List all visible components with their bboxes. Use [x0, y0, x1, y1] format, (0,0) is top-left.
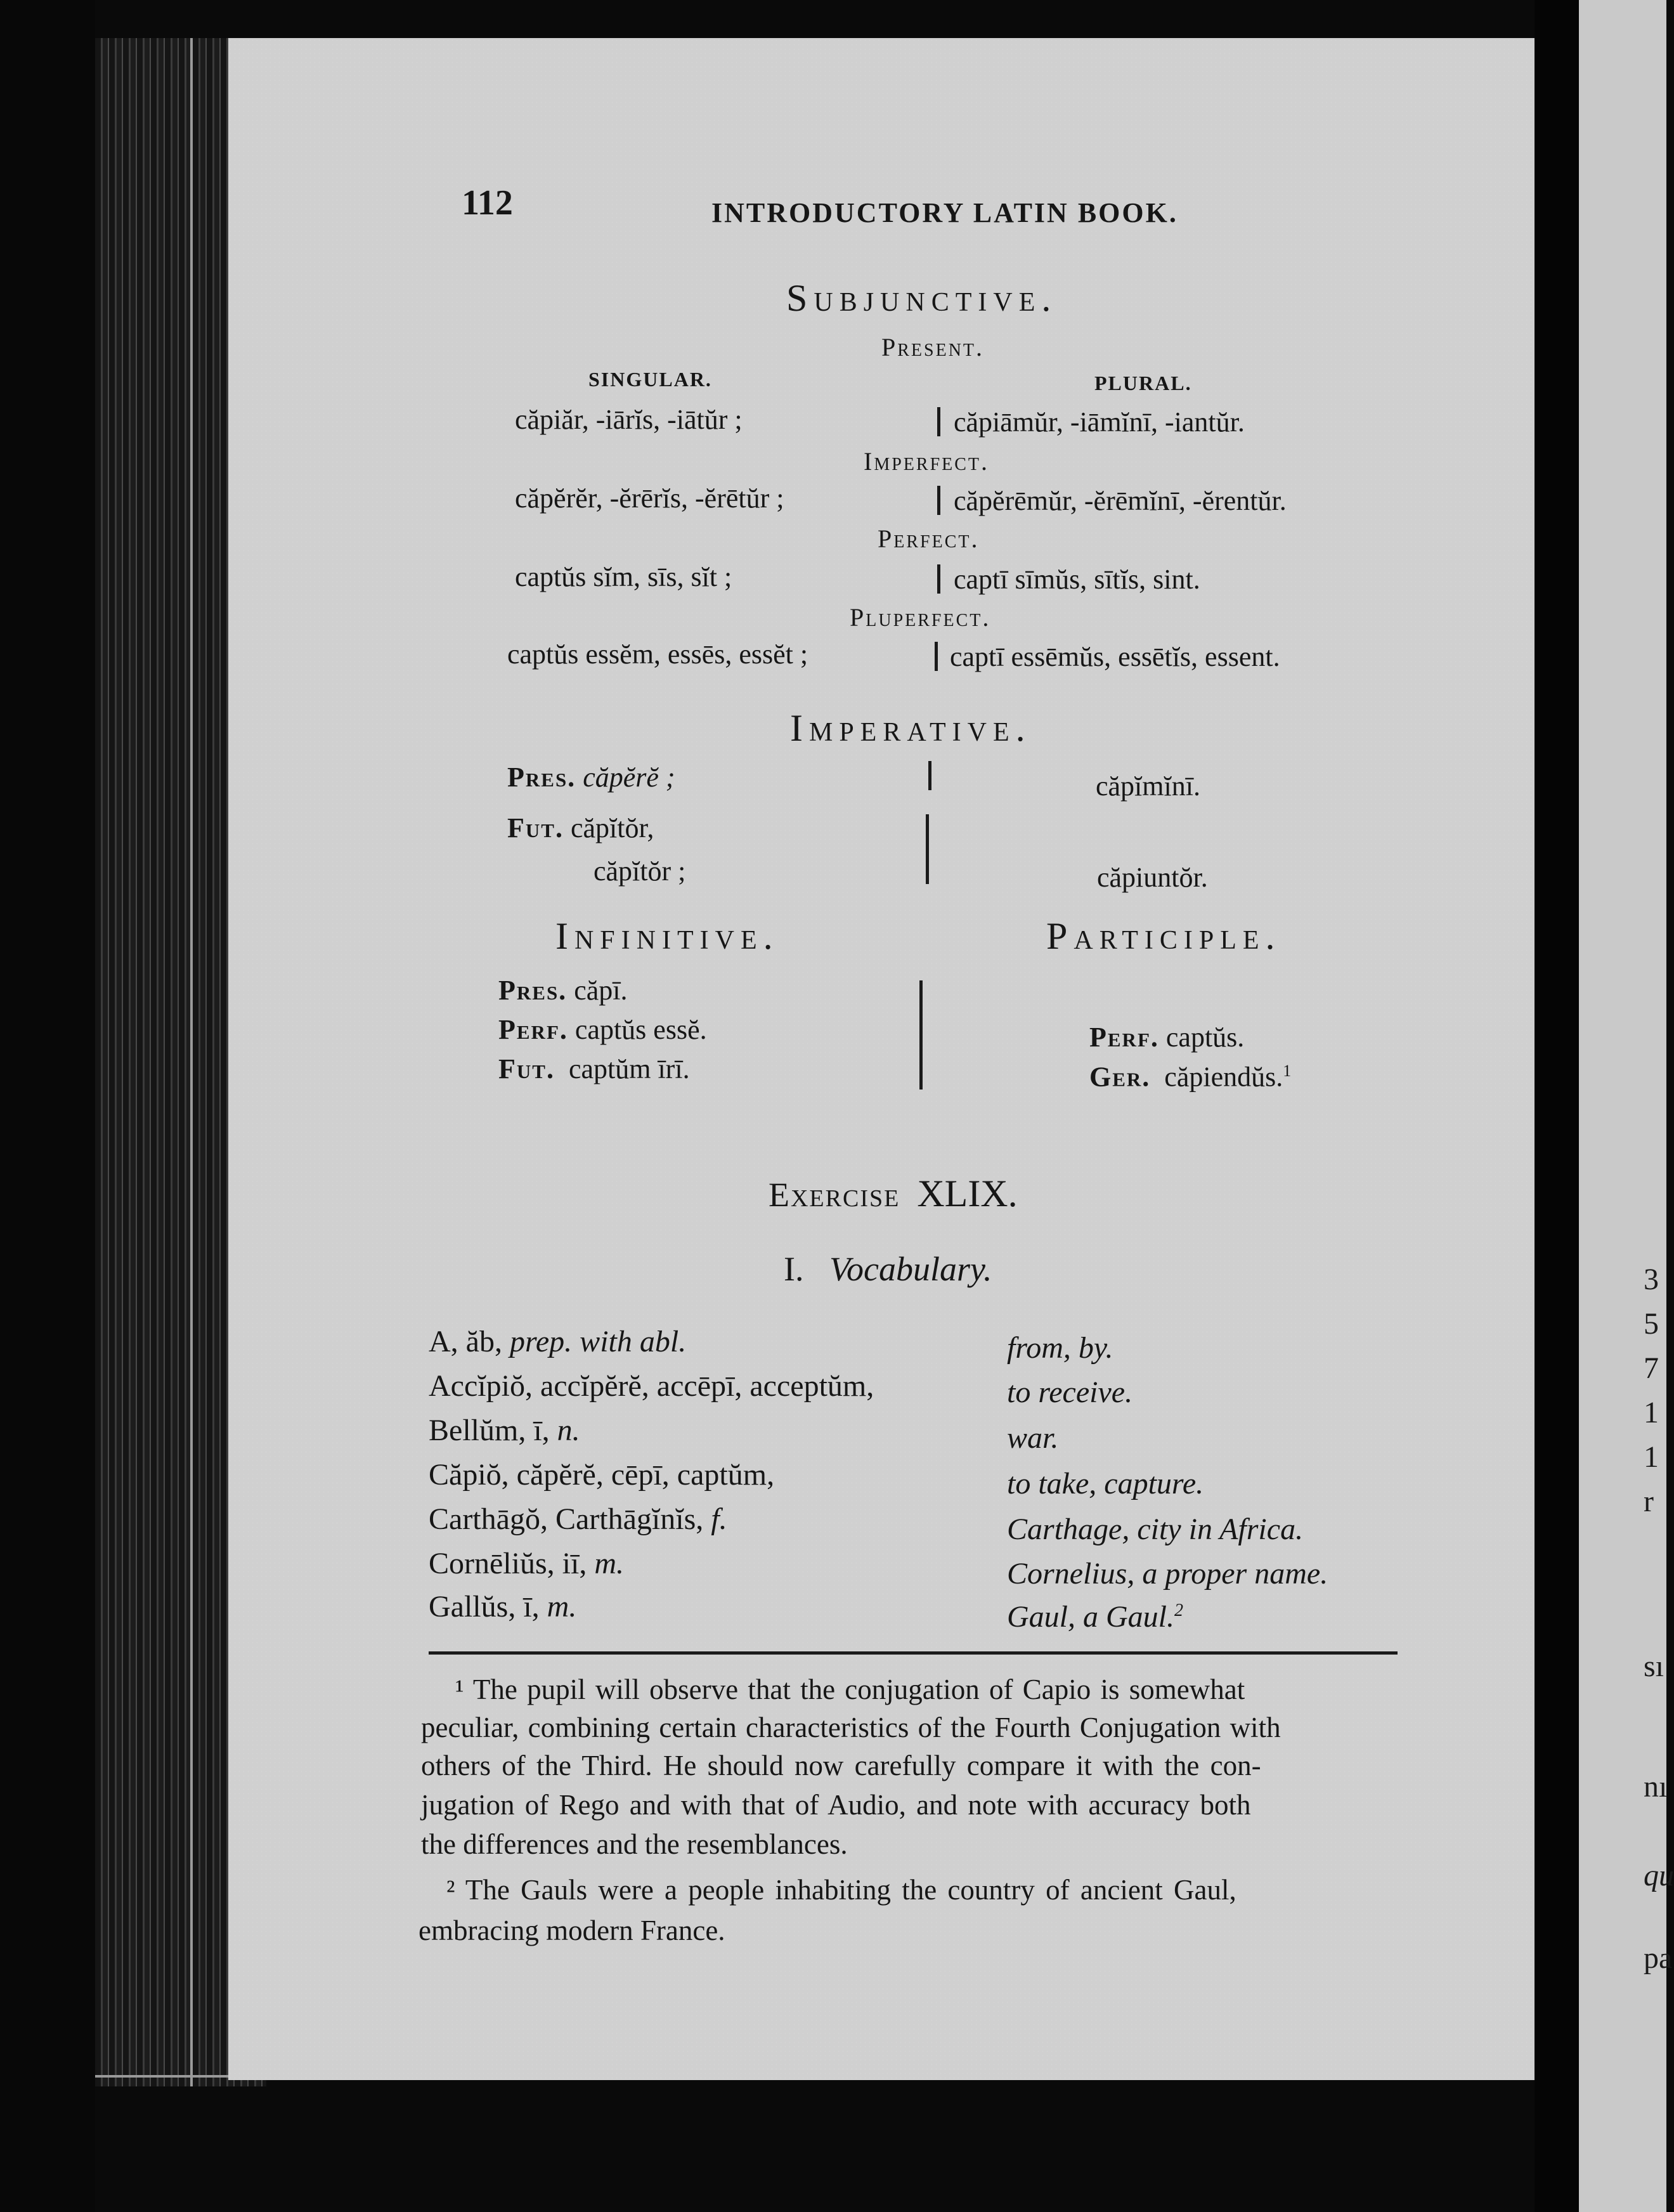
vocab-latin-text: Bellŭm, ī,: [429, 1414, 550, 1447]
exercise-title-word: Exercise: [769, 1176, 900, 1214]
vocab-latin-text: Carthāgŏ, Carthāgĭnĭs,: [429, 1502, 704, 1536]
imperative-future-plural: căpiuntŏr.: [1097, 862, 1208, 893]
infinitive-perfect-form: captŭs essĕ.: [574, 1014, 707, 1045]
footnote-1-line: others of the Third. He should now carefully compare it with the con-: [421, 1750, 1261, 1781]
participle-perfect-label: Perf.: [1089, 1022, 1159, 1053]
subjunctive-imperfect-plural: căpĕrēmŭr, -ĕrēmĭnī, -ĕrentŭr.: [954, 485, 1287, 516]
infinitive-row: [498, 1055, 690, 1083]
participle-row: [1089, 1063, 1291, 1091]
adjacent-fragment: sı: [1644, 1649, 1664, 1683]
infinitive-future-form: captŭm īrī.: [568, 1053, 690, 1084]
vocab-latin-text: A, ăb,: [429, 1325, 502, 1358]
subjunctive-perfect-plural: captī sīmŭs, sītĭs, sint.: [954, 564, 1200, 595]
exercise-heading: [769, 1174, 1018, 1213]
tense-label-pluperfect: Pluperfect.: [850, 603, 991, 632]
adjacent-fragment: 3: [1644, 1263, 1659, 1296]
vocab-english: war.: [1007, 1421, 1059, 1455]
infinitive-future-label: Fut.: [498, 1053, 555, 1084]
vocab-latin: [429, 1549, 624, 1579]
adjacent-fragment: nı: [1644, 1770, 1668, 1804]
imperative-heading: Imperative.: [790, 707, 1032, 749]
imperative-future-singular-2: căpĭtŏr ;: [594, 856, 686, 887]
footnote-marker: 1: [1283, 1062, 1292, 1080]
participle-row: [1089, 1024, 1244, 1051]
vocab-latin-text: Gallŭs, ī,: [429, 1590, 540, 1623]
subjunctive-imperfect-singular: căpĕrĕr, -ĕrērĭs, -ĕrētŭr ;: [515, 483, 784, 514]
column-divider: [937, 407, 940, 436]
vocab-latin: [429, 1327, 686, 1357]
adjacent-fragment: 5: [1644, 1307, 1659, 1341]
page-number: 112: [462, 183, 513, 223]
infinitive-row: [498, 977, 627, 1005]
column-divider: [935, 642, 938, 671]
vocab-latin: [429, 1460, 774, 1490]
section-number: I.: [784, 1250, 804, 1288]
column-divider: [937, 486, 940, 515]
infinitive-present-form: căpī.: [574, 975, 628, 1006]
vocab-english: [1007, 1602, 1183, 1632]
imperative-future-label: Fut.: [507, 812, 564, 843]
vocab-latin-text: Căpiŏ, căpĕrĕ, cēpī, captŭm,: [429, 1458, 775, 1492]
imperative-future-singular-1: căpĭtŏr,: [570, 812, 654, 843]
participle-gerundive-form: căpiendŭs.: [1164, 1061, 1283, 1093]
adjacent-fragment: 7: [1644, 1351, 1659, 1385]
infinitive-heading: Infinitive.: [555, 915, 779, 957]
edge-line: [190, 38, 193, 2086]
vocab-latin: [429, 1504, 727, 1535]
column-divider: [919, 980, 923, 1090]
column-divider: [937, 564, 940, 594]
adjacent-fragment: 1: [1644, 1396, 1659, 1429]
infinitive-present-label: Pres.: [498, 975, 568, 1006]
vocabulary-heading: [784, 1252, 992, 1286]
vocab-latin: [429, 1592, 576, 1622]
participle-heading: Participle.: [1046, 915, 1281, 957]
adjacent-fragment: pa: [1644, 1941, 1673, 1975]
page-gutter: [1534, 0, 1579, 2212]
column-divider: [928, 761, 931, 790]
footnote-marker: 2: [1174, 1601, 1183, 1620]
exercise-number: XLIX.: [917, 1173, 1018, 1214]
vocab-english: Cornelius, a proper name.: [1007, 1557, 1328, 1591]
imperative-present-row: [507, 764, 675, 791]
footnote-1-line: peculiar, combining certain characteristics of the Fourth Conjugation with: [421, 1712, 1281, 1743]
subjunctive-present-singular: căpiăr, -iārĭs, -iātŭr ;: [515, 404, 743, 435]
vocab-grammar: n.: [557, 1414, 580, 1447]
infinitive-row: [498, 1016, 707, 1044]
participle-gerundive-label: Ger.: [1089, 1061, 1151, 1093]
tense-label-present: Present.: [881, 333, 985, 361]
imperative-present-plural: căpĭmĭnī.: [1096, 771, 1200, 802]
subjunctive-pluperfect-plural: captī essēmŭs, essētĭs, essent.: [950, 641, 1280, 672]
footnote-1-line: ¹ The pupil will observe that the conjugation of Capio is somewhat: [455, 1674, 1245, 1705]
vocab-latin-text: Cornēliŭs, iī,: [429, 1547, 587, 1580]
footnote-2-line: ² The Gauls were a people inhabiting the country of ancient Gaul,: [446, 1874, 1236, 1906]
infinitive-perfect-label: Perf.: [498, 1014, 568, 1045]
subjunctive-pluperfect-singular: captŭs essĕm, essēs, essĕt ;: [507, 639, 808, 670]
tense-label-perfect: Perfect.: [878, 524, 980, 553]
vocab-grammar: m.: [594, 1547, 624, 1580]
vocab-grammar: m.: [547, 1590, 577, 1623]
adjacent-fragment: r: [1644, 1485, 1654, 1518]
vocab-latin: [429, 1371, 874, 1402]
vocab-grammar: f.: [711, 1502, 727, 1536]
vocab-english: from, by.: [1007, 1331, 1113, 1365]
subjunctive-heading: Subjunctive.: [786, 277, 1058, 319]
participle-perfect-form: captŭs.: [1165, 1022, 1245, 1053]
tense-label-imperfect: Imperfect.: [864, 447, 990, 476]
footnote-1-line: the differences and the resemblances.: [421, 1828, 848, 1860]
column-header-plural: PLURAL.: [1094, 372, 1192, 394]
vocab-latin-text: Accĭpiŏ, accĭpĕrĕ, accēpī, acceptŭm,: [429, 1369, 874, 1403]
adjacent-fragment: qu: [1644, 1859, 1674, 1892]
vocab-english: Carthage, city in Africa.: [1007, 1513, 1304, 1546]
vocab-grammar: prep. with abl.: [509, 1325, 687, 1358]
subjunctive-perfect-singular: captŭs sĭm, sīs, sĭt ;: [515, 561, 732, 592]
vocab-english: to receive.: [1007, 1376, 1133, 1409]
column-divider: [926, 814, 929, 884]
vocab-latin: [429, 1415, 580, 1446]
scan-background-left: [0, 0, 95, 2212]
footnote-2-line: embracing modern France.: [418, 1915, 725, 1946]
imperative-present-label: Pres.: [507, 762, 576, 793]
running-title: INTRODUCTORY LATIN BOOK.: [711, 197, 1178, 228]
subjunctive-present-plural: căpiāmŭr, -iāmĭnī, -iantŭr.: [954, 407, 1245, 438]
adjacent-fragment: 1: [1644, 1440, 1659, 1474]
vocab-english-text: Gaul, a Gaul.: [1007, 1600, 1174, 1634]
imperative-present-singular: căpĕrĕ ;: [583, 762, 675, 793]
footnote-1-line: jugation of Rego and with that of Audio, and note with accuracy both: [421, 1789, 1251, 1821]
imperative-future-row: [507, 814, 654, 842]
vocab-english: to take, capture.: [1007, 1467, 1204, 1500]
section-title: Vocabulary.: [829, 1250, 992, 1288]
footnote-rule: [429, 1651, 1398, 1655]
column-header-singular: SINGULAR.: [588, 368, 712, 391]
